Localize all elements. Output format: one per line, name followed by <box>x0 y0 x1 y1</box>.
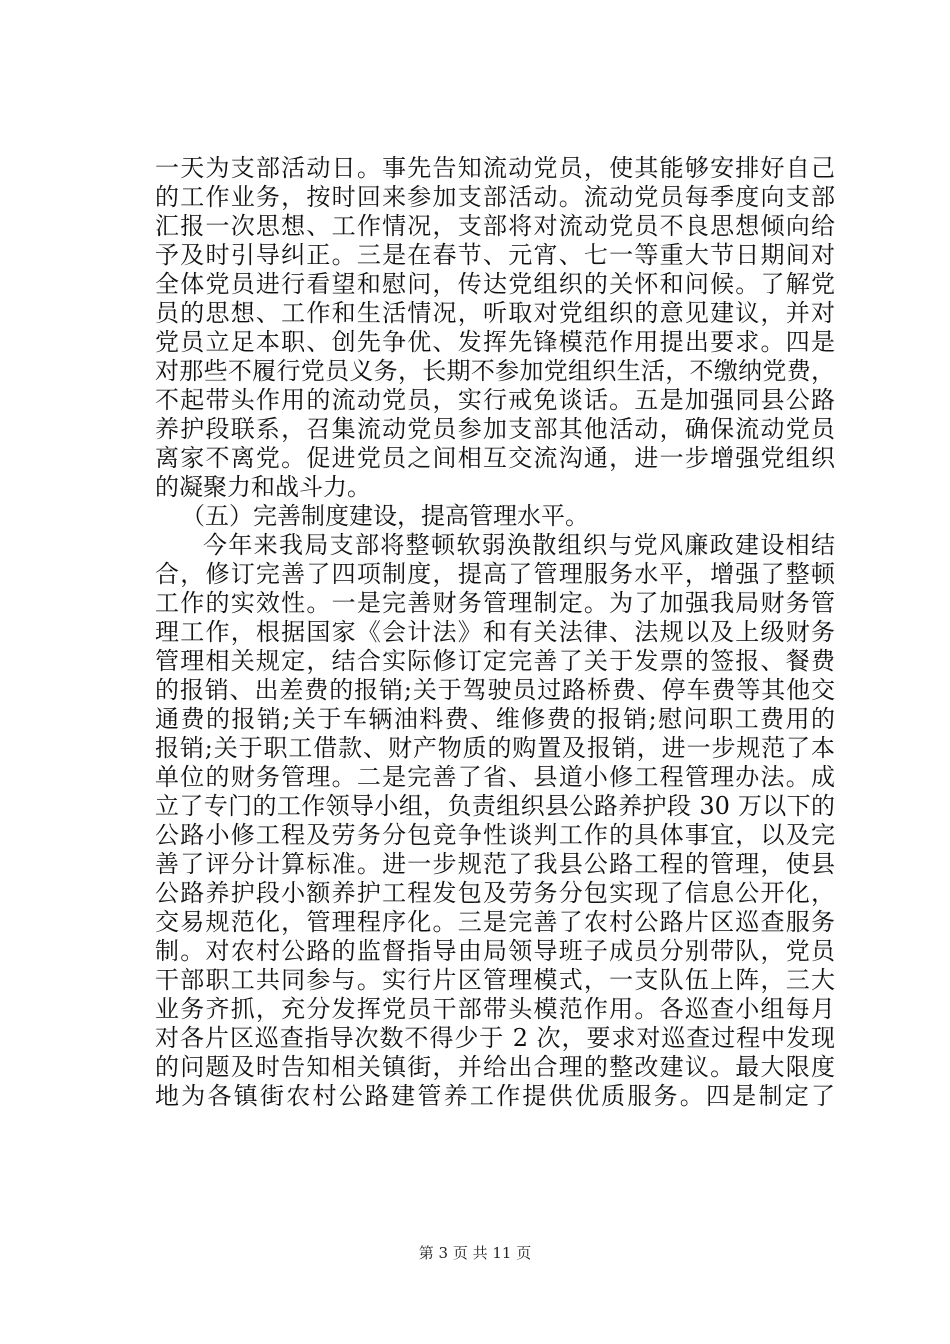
text-line: 单位的财务管理。二是完善了省、县道小修工程管理办法。成 <box>155 763 835 791</box>
text-line: 报销;关于职工借款、财产物质的购置及报销，进一步规范了本 <box>155 734 835 762</box>
text-line: 管理相关规定，结合实际修订定完善了关于发票的签报、餐费 <box>155 647 835 675</box>
text-line: 养护段联系，召集流动党员参加支部其他活动，确保流动党员 <box>155 415 835 443</box>
text-line: 合，修订完善了四项制度，提高了管理服务水平，增强了整顿 <box>155 560 835 588</box>
text-line: 党员立足本职、创先争优、发挥先锋模范作用提出要求。四是 <box>155 328 835 356</box>
text-line: 交易规范化，管理程序化。三是完善了农村公路片区巡查服务 <box>155 908 835 936</box>
text-line: 地为各镇街农村公路建管养工作提供优质服务。四是制定了 <box>155 1082 835 1110</box>
text-line: 离家不离党。促进党员之间相互交流沟通，进一步增强党组织 <box>155 444 835 472</box>
text-line: 的凝聚力和战斗力。 <box>155 473 371 501</box>
text-line: 汇报一次思想、工作情况，支部将对流动党员不良思想倾向给 <box>155 212 835 240</box>
text-line: 今年来我局支部将整顿软弱涣散组织与党风廉政建设相结 <box>203 531 835 559</box>
text-line: 一天为支部活动日。事先告知流动党员，使其能够安排好自己 <box>155 154 835 182</box>
text-line: 的报销、出差费的报销;关于驾驶员过路桥费、停车费等其他交 <box>155 676 835 704</box>
text-line: 通费的报销;关于车辆油料费、维修费的报销;慰问职工费用的 <box>155 705 835 733</box>
body-text <box>155 154 835 1111</box>
text-line: 业务齐抓，充分发挥党员干部带头模范作用。各巡查小组每月 <box>155 995 835 1023</box>
text-line: 工作的实效性。一是完善财务管理制定。为了加强我局财务管 <box>155 589 835 617</box>
text-line: 对各片区巡查指导次数不得少于 2 次，要求对巡查过程中发现 <box>155 1024 835 1052</box>
text-line: 予及时引导纠正。三是在春节、元宵、七一等重大节日期间对 <box>155 241 835 269</box>
text-line: 立了专门的工作领导小组，负责组织县公路养护段 30 万以下的 <box>155 792 835 820</box>
text-line: 公路养护段小额养护工程发包及劳务分包实现了信息公开化， <box>155 879 835 907</box>
text-line: 对那些不履行党员义务，长期不参加党组织生活，不缴纳党费， <box>155 357 835 385</box>
section-heading: （五）完善制度建设，提高管理水平。 <box>181 502 589 530</box>
text-line: 干部职工共同参与。实行片区管理模式，一支队伍上阵，三大 <box>155 966 835 994</box>
text-line: 不起带头作用的流动党员，实行戒免谈话。五是加强同县公路 <box>155 386 835 414</box>
text-line: 制。对农村公路的监督指导由局领导班子成员分别带队，党员 <box>155 937 835 965</box>
text-line: 理工作，根据国家《会计法》和有关法律、法规以及上级财务 <box>155 618 835 646</box>
page-number-footer: 第 3 页 共 11 页 <box>418 1244 532 1262</box>
text-line: 员的思想、工作和生活情况，听取对党组织的意见建议，并对 <box>155 299 835 327</box>
text-line: 公路小修工程及劳务分包竞争性谈判工作的具体事宜，以及完 <box>155 821 835 849</box>
text-line: 全体党员进行看望和慰问，传达党组织的关怀和问候。了解党 <box>155 270 835 298</box>
text-line: 善了评分计算标准。进一步规范了我县公路工程的管理，使县 <box>155 850 835 878</box>
text-line: 的问题及时告知相关镇街，并给出合理的整改建议。最大限度 <box>155 1053 835 1081</box>
text-line: 的工作业务，按时回来参加支部活动。流动党员每季度向支部 <box>155 183 835 211</box>
